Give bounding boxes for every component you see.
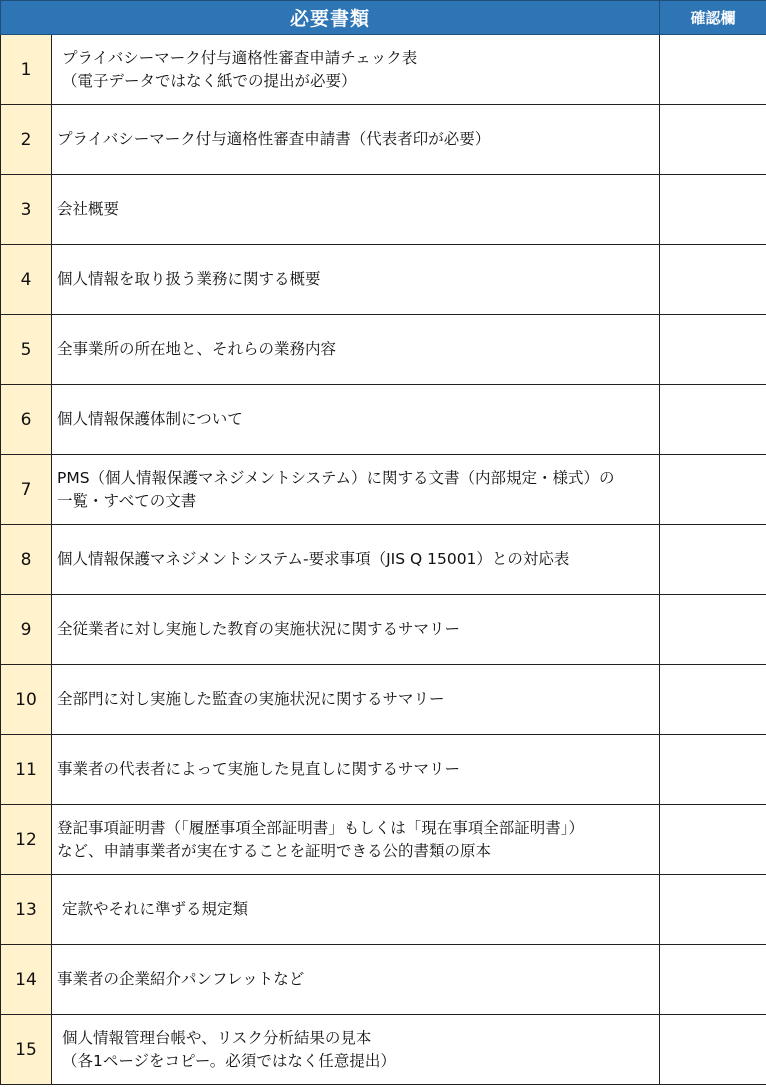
confirmation-cell[interactable] (660, 735, 766, 805)
table-row (1, 175, 766, 245)
confirmation-cell[interactable] (660, 595, 766, 665)
row-number: 12 (1, 805, 52, 875)
document-name-line: 全従業者に対し実施した教育の実施状況に関するサマリー (57, 620, 461, 638)
document-name-line: （電子データではなく紙での提出が必要） (62, 71, 357, 90)
document-name-line: 全事業所の所在地と、それらの業務内容 (57, 340, 337, 358)
row-number: 7 (1, 455, 52, 525)
document-name (52, 525, 660, 595)
document-name (52, 455, 660, 525)
document-name-line: 全部門に対し実施した監査の実施状況に関するサマリー (57, 690, 445, 708)
document-name-line: （各1ページをコピー。必須ではなく任意提出） (62, 1051, 396, 1070)
row-number: 9 (1, 595, 52, 665)
row-number: 4 (1, 245, 52, 315)
table-row (1, 735, 766, 805)
confirmation-cell[interactable] (660, 665, 766, 735)
document-name-line: 事業者の代表者によって実施した見直しに関するサマリー (57, 760, 461, 778)
document-name-line: など、申請事業者が実在することを証明できる公的書類の原本 (57, 841, 492, 860)
row-number: 15 (1, 1015, 52, 1085)
document-name (52, 385, 660, 455)
document-name (52, 105, 660, 175)
document-name-line: 個人情報保護体制について (57, 410, 243, 428)
table-row (1, 595, 766, 665)
row-number: 10 (1, 665, 52, 735)
row-number: 1 (1, 35, 52, 105)
document-name (52, 245, 660, 315)
confirmation-cell[interactable] (660, 315, 766, 385)
document-name-line: 個人情報管理台帳や、リスク分析結果の見本 (62, 1028, 372, 1047)
table-row (1, 455, 766, 525)
row-number: 2 (1, 105, 52, 175)
row-number: 3 (1, 175, 52, 245)
table-row (1, 945, 766, 1015)
document-name (52, 1015, 660, 1085)
document-name-line: 個人情報を取り扱う業務に関する概要 (57, 270, 321, 288)
document-name (52, 735, 660, 805)
row-number: 13 (1, 875, 52, 945)
table-row (1, 1015, 766, 1085)
table-row (1, 875, 766, 945)
document-name-line: 定款やそれに準ずる規定類 (62, 900, 249, 918)
table-row (1, 805, 766, 875)
table-row (1, 105, 766, 175)
document-name-line: 個人情報保護マネジメントシステム-要求事項（JIS Q 15001）との対応表 (57, 550, 570, 568)
table-title: 必要書類 (1, 1, 660, 35)
document-name (52, 805, 660, 875)
confirmation-cell[interactable] (660, 455, 766, 525)
table-row (1, 385, 766, 455)
table-row (1, 315, 766, 385)
confirmation-cell[interactable] (660, 1015, 766, 1085)
table-header-row (1, 1, 766, 35)
table-row (1, 665, 766, 735)
confirmation-cell[interactable] (660, 945, 766, 1015)
document-name-line: 会社概要 (57, 200, 120, 218)
document-name (52, 315, 660, 385)
row-number: 5 (1, 315, 52, 385)
document-name (52, 875, 660, 945)
check-column-header: 確認欄 (660, 1, 766, 35)
confirmation-cell[interactable] (660, 245, 766, 315)
document-name (52, 665, 660, 735)
document-name-line: PMS（個人情報保護マネジメントシステム）に関する文書（内部規定・様式）の (57, 468, 615, 487)
table-row (1, 245, 766, 315)
document-name (52, 595, 660, 665)
document-name-line: 登記事項証明書（「履歴事項全部証明書」もしくは「現在事項全部証明書」） (57, 818, 585, 837)
document-name (52, 175, 660, 245)
row-number: 6 (1, 385, 52, 455)
document-name-line: 一覧・すべての文書 (57, 491, 197, 510)
table-row (1, 35, 766, 105)
confirmation-cell[interactable] (660, 875, 766, 945)
confirmation-cell[interactable] (660, 805, 766, 875)
confirmation-cell[interactable] (660, 35, 766, 105)
confirmation-cell[interactable] (660, 105, 766, 175)
document-rows (1, 35, 766, 1085)
document-name (52, 35, 660, 105)
document-name (52, 945, 660, 1015)
document-name-line: 事業者の企業紹介パンフレットなど (57, 970, 305, 988)
document-name-line: プライバシーマーク付与適格性審査申請書（代表者印が必要） (57, 130, 491, 148)
document-name-line: プライバシーマーク付与適格性審査申請チェック表 (62, 48, 418, 67)
row-number: 11 (1, 735, 52, 805)
confirmation-cell[interactable] (660, 385, 766, 455)
row-number: 8 (1, 525, 52, 595)
table-row (1, 525, 766, 595)
confirmation-cell[interactable] (660, 525, 766, 595)
row-number: 14 (1, 945, 52, 1015)
confirmation-cell[interactable] (660, 175, 766, 245)
